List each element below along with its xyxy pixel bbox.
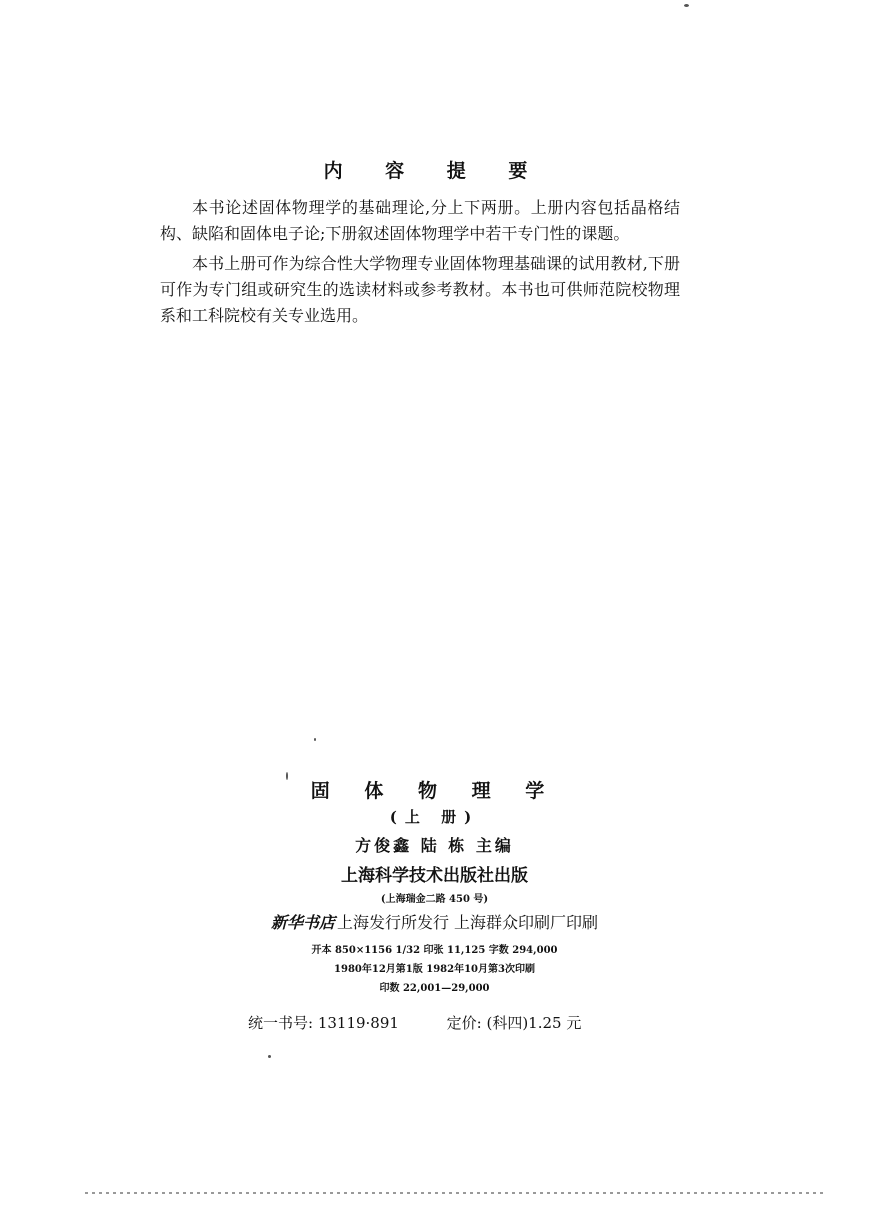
spec-line: 印数 22,001—29,000 bbox=[379, 983, 490, 994]
distribution-text: 上海发行所发行 上海群众印刷厂印刷 bbox=[336, 913, 599, 932]
abstract-paragraph: 本书上册可作为综合性大学物理专业固体物理基础课的试用教材,下册可作为专门组或研究生的选读材料或参考教材。本书也可供师范院校物理系和工科院校有关专业选用。 bbox=[160, 254, 680, 325]
scan-edge-line bbox=[85, 1192, 825, 1194]
scan-speck bbox=[286, 772, 288, 780]
publisher: 上海科学技术出版社出版 bbox=[341, 866, 528, 886]
price: 定价: (科四)1.25 元 bbox=[446, 1014, 582, 1032]
book-number: 统一书号: 13119·891 bbox=[248, 1014, 399, 1032]
abstract-paragraph: 本书论述固体物理学的基础理论,分上下两册。上册内容包括晶格结构、缺陷和固体电子论;下册叙述固体物理学中若干专门性的课题。 bbox=[160, 198, 680, 243]
scan-speck bbox=[684, 4, 689, 7]
spec-line: 开本 850×1156 1/32 印张 11,125 字数 294,000 bbox=[311, 945, 558, 956]
scan-speck bbox=[268, 1055, 271, 1058]
print-specs bbox=[0, 941, 869, 998]
volume-label: (上 册) bbox=[389, 808, 480, 826]
publisher-address: (上海瑞金二路 450 号) bbox=[380, 894, 489, 905]
scan-speck bbox=[314, 738, 316, 741]
distributor-logo: 新华书店 bbox=[270, 913, 335, 932]
distribution-line bbox=[0, 910, 869, 933]
spec-line: 1980年12月第1版 1982年10月第3次印刷 bbox=[334, 964, 535, 975]
book-codes bbox=[248, 1012, 581, 1033]
abstract-heading: 内 容 提 要 bbox=[323, 160, 546, 182]
abstract-body bbox=[160, 195, 680, 333]
editors: 方俊鑫 陆 栋 主编 bbox=[355, 836, 514, 855]
book-title: 固 体 物 理 学 bbox=[310, 780, 559, 802]
